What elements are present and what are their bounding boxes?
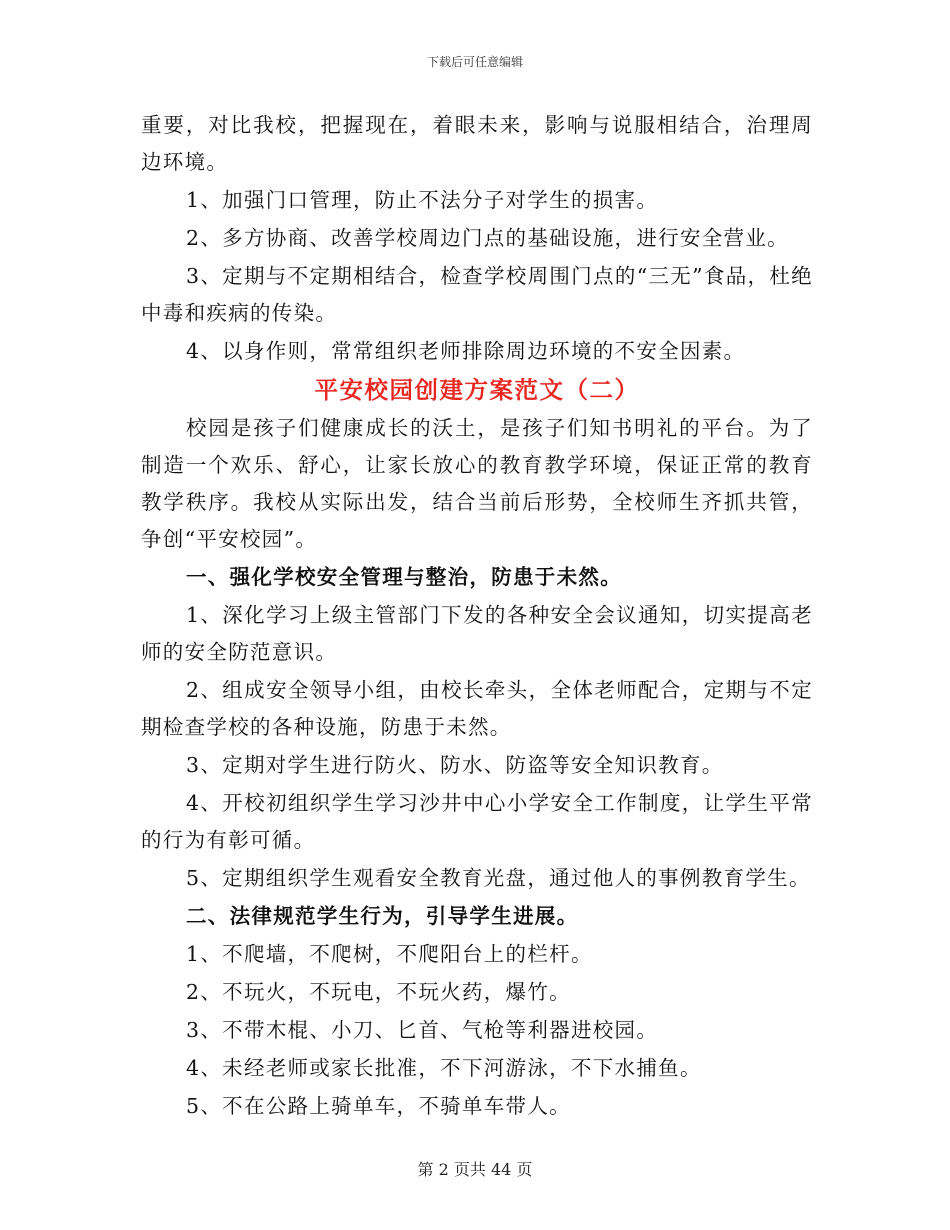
intro-paragraph: 校园是孩子们健康成长的沃土，是孩子们知书明礼的平台。为了制造一个欢乐、舒心，让家长放心的教育教学环境，保证正常的教育教学秩序。我校从实际出发，结合当前后形势，全校师生齐抓共管，争创“平安校园”。 (141, 416, 813, 551)
list-item: 3、定期对学生进行防火、防水、防盗等安全知识教育。 (186, 753, 724, 777)
list-item: 5、不在公路上骑单车，不骑单车带人。 (186, 1094, 571, 1118)
document-body (141, 107, 813, 1125)
page-header: 下载后可任意编辑 (426, 55, 523, 69)
list-item: 4、未经老师或家长批准，不下河游泳，不下水捕鱼。 (186, 1056, 702, 1080)
list-item: 4、开校初组织学生学习沙井中心小学安全工作制度，让学生平常的行为有彰可循。 (141, 791, 813, 852)
list-item: 2、组成安全领导小组，由校长牵头，全体老师配合，定期与不定期检查学校的各种设施，防患于未然。 (141, 678, 813, 739)
part-heading: 一、强化学校安全管理与整治，防患于未然。 (186, 565, 622, 589)
section-title: 平安校园创建方案范文（二） (314, 376, 640, 404)
paragraph-continuation: 重要，对比我校，把握现在，着眼未来，影响与说服相结合，治理周边环境。 (141, 113, 813, 174)
list-item: 2、不玩火，不玩电，不玩火药，爆竹。 (186, 980, 571, 1004)
list-item: 1、不爬墙，不爬树，不爬阳台上的栏杆。 (186, 942, 593, 966)
list-item: 2、多方协商、改善学校周边门点的基础设施，进行安全营业。 (186, 226, 789, 250)
list-item: 1、加强门口管理，防止不法分子对学生的损害。 (186, 188, 659, 212)
list-item: 4、以身作则，常常组织老师排除周边环境的不安全因素。 (186, 339, 746, 363)
list-item: 1、深化学习上级主管部门下发的各种安全会议通知，切实提高老师的安全防范意识。 (141, 603, 813, 664)
page-footer: 第 2 页共 44 页 (417, 1160, 533, 1179)
list-item: 5、定期组织学生观看安全教育光盘，通过他人的事例教育学生。 (186, 866, 811, 890)
list-item: 3、不带木棍、小刀、匕首、气枪等利器进校园。 (186, 1018, 659, 1042)
part-heading: 二、法律规范学生行为，引导学生进展。 (186, 904, 579, 928)
list-item: 3、定期与不定期相结合，检查学校周围门点的“三无”食品，杜绝中毒和疾病的传染。 (141, 264, 813, 325)
